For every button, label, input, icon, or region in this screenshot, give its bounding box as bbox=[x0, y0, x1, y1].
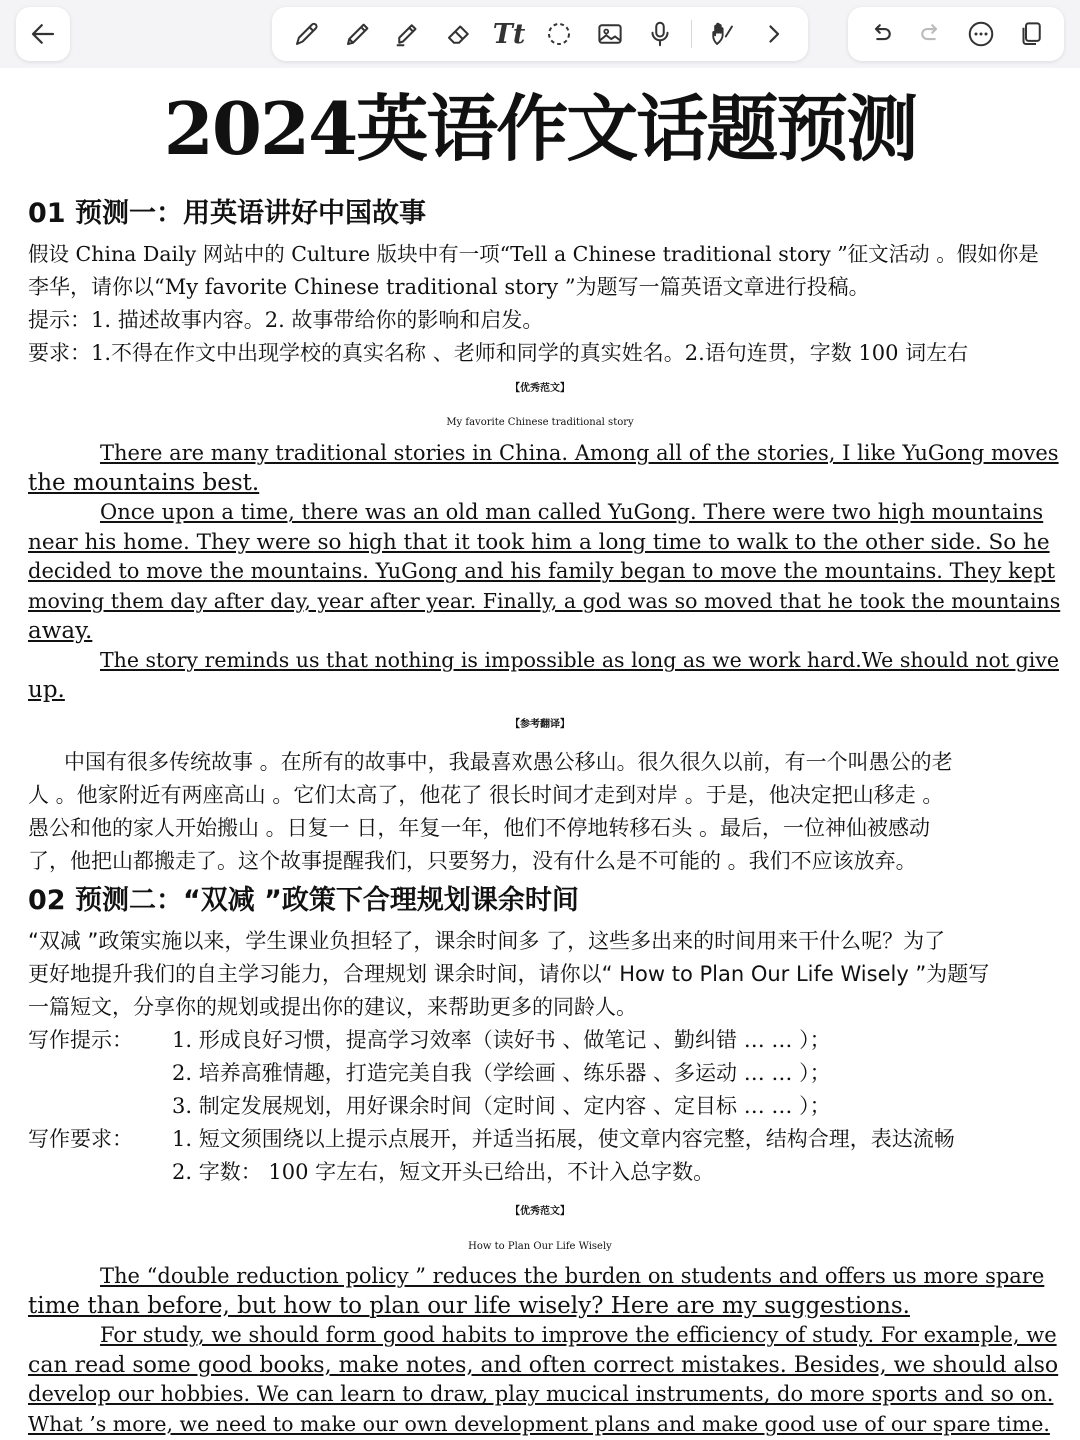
eraser-icon bbox=[444, 19, 474, 49]
s1-translation-line: 中国有很多传统故事 。在所有的故事中，我最喜欢愚公移山。很久很久以前，有一个叫愚公的老 bbox=[64, 750, 953, 774]
lasso-tool-button[interactable] bbox=[539, 14, 579, 54]
s2-essay-line: develop our hobbies. We can learn to draw, play mucical instruments, do more sports and so on. bbox=[28, 1382, 1054, 1407]
s1-prompt-line: 假设 China Daily 网站中的 Culture 版块中有一项“Tell a Chinese traditional story ”征文活动 。假如你是 bbox=[28, 242, 1039, 266]
s1-essay-line: up. bbox=[28, 676, 65, 703]
pen-tool-button[interactable] bbox=[287, 14, 327, 54]
s2-prompt-line: 一篇短文，分享你的规划或提出你的建议，来帮助更多的同龄人。 bbox=[28, 995, 637, 1019]
s2-essay-line: For study, we should form good habits to improve the efficiency of study. For example, we bbox=[100, 1323, 1057, 1348]
s2-tip-item: 3. 制定发展规划，用好课余时间（定时间 、定内容 、定目标 … … ）； bbox=[172, 1094, 831, 1118]
hand-tool-button[interactable] bbox=[702, 14, 742, 54]
section-2-heading: 02 预测二：“双减 ”政策下合理规划课余时间 bbox=[28, 885, 579, 916]
undo-icon bbox=[866, 19, 896, 49]
image-icon bbox=[595, 19, 625, 49]
s1-essay-line: The story reminds us that nothing is impossible as long as we work hard.We should not give bbox=[100, 648, 1059, 673]
highlighter-icon bbox=[393, 19, 423, 49]
page-title: 2024英语作文话题预测 bbox=[163, 86, 917, 171]
copy-pages-icon bbox=[1016, 19, 1046, 49]
s1-prompt-line: 李华，请你以“My favorite Chinese traditional story ”为题写一篇英语文章进行投稿。 bbox=[28, 275, 870, 299]
s2-requirement-item: 1. 短文须围绕以上提示点展开，并适当拓展，使文章内容完整，结构合理，表达流畅 bbox=[172, 1127, 955, 1151]
pen-icon bbox=[292, 19, 322, 49]
s1-essay-title: My favorite Chinese traditional story bbox=[446, 417, 634, 428]
more-options-button[interactable] bbox=[961, 14, 1001, 54]
text-tool-label: Tt bbox=[492, 18, 526, 50]
s2-essay-line: time than before, but how to plan our life wisely? Here are my suggestions. bbox=[28, 1292, 910, 1319]
s2-essay-line: What ’s more, we need to make our own development plans and make good use of our spare time. bbox=[28, 1412, 1050, 1436]
s1-prompt-line: 提示：1. 描述故事内容。2. 故事带给你的影响和启发。 bbox=[28, 308, 544, 332]
section-1-heading: 01 预测一：用英语讲好中国故事 bbox=[28, 198, 426, 229]
image-tool-button[interactable] bbox=[590, 14, 630, 54]
pencil-tool-button[interactable] bbox=[338, 14, 378, 54]
back-button[interactable] bbox=[16, 7, 70, 61]
s1-prompt-line: 要求：1.不得在作文中出现学校的真实名称 、老师和同学的真实姓名。2.语句连贯，字数 100 词左右 bbox=[28, 341, 969, 365]
chevron-right-icon bbox=[758, 19, 788, 49]
s2-tips-label: 写作提示： bbox=[28, 1028, 133, 1052]
s2-tip-item: 1. 形成良好习惯，提高学习效率（读好书 、做笔记 、勤纠错 … … ）； bbox=[172, 1028, 831, 1052]
lasso-icon bbox=[544, 19, 574, 49]
s2-requirements-label: 写作要求： bbox=[28, 1127, 133, 1151]
s2-prompt-line: 更好地提升我们的自主学习能力，合理规划 课余时间，请你以“ How to Plan Our Life Wisely ”为题写 bbox=[28, 962, 990, 986]
s2-prompt-line: “双减 ”政策实施以来，学生课业负担轻了，课余时间多 了，这些多出来的时间用来干什么呢？为了 bbox=[28, 929, 946, 953]
toolbar-divider bbox=[691, 20, 692, 48]
redo-button[interactable] bbox=[911, 14, 951, 54]
pages-button[interactable] bbox=[1011, 14, 1051, 54]
s1-essay-line: near his home. They were so high that it took him a long time to walk to the other side. So he bbox=[28, 529, 1050, 555]
s1-essay-line: Once upon a time, there was an old man called YuGong. There were two high mountains bbox=[100, 500, 1044, 525]
s1-essay-line: away. bbox=[28, 617, 93, 644]
eraser-tool-button[interactable] bbox=[439, 14, 479, 54]
s1-translation-heading: 【参考翻译】 bbox=[510, 719, 570, 730]
s2-tip-item: 2. 培养高雅情趣，打造完美自我（学绘画 、练乐器 、多运动 … … ）； bbox=[172, 1061, 831, 1085]
s1-translation-line: 了，他把山都搬走了。这个故事提醒我们，只要努力，没有什么是不可能的 。我们不应该放弃。 bbox=[28, 849, 917, 873]
text-tool-button[interactable] bbox=[489, 14, 529, 54]
hand-pen-icon bbox=[707, 19, 737, 49]
microphone-icon bbox=[645, 19, 675, 49]
s2-model-heading: 【优秀范文】 bbox=[510, 1206, 570, 1217]
ellipsis-circle-icon bbox=[966, 19, 996, 49]
s1-essay-line: decided to move the mountains. YuGong and his family began to move the mountains. They kept bbox=[28, 559, 1056, 584]
s2-requirement-item: 2. 字数： 100 字左右，短文开头已给出，不计入总字数。 bbox=[172, 1160, 715, 1184]
s1-translation-line: 人 。他家附近有两座高山 。它们太高了，他花了 很长时间才走到对岸 。于是，他决定把山移走 。 bbox=[28, 783, 944, 807]
action-palette bbox=[848, 7, 1064, 61]
s1-model-heading: 【优秀范文】 bbox=[510, 383, 570, 394]
s2-essay-line: can read some good books, make notes, and often correct mistakes. Besides, we should also bbox=[28, 1352, 1059, 1378]
s2-essay-line: The “double reduction policy ” reduces the burden on students and offers us more spare bbox=[100, 1264, 1045, 1288]
arrow-left-icon bbox=[23, 14, 63, 54]
toolbar bbox=[0, 0, 1080, 68]
microphone-tool-button[interactable] bbox=[640, 14, 680, 54]
s1-essay-line: the mountains best. bbox=[28, 469, 260, 496]
s1-essay-line: moving them day after day, year after year. Finally, a god was so moved that he took the mountains bbox=[28, 589, 1061, 613]
redo-icon bbox=[916, 19, 946, 49]
document-page[interactable] bbox=[0, 68, 1080, 1440]
s1-essay-line: There are many traditional stories in China. Among all of the stories, I like YuGong moves bbox=[100, 441, 1059, 465]
tool-palette bbox=[272, 7, 808, 61]
pencil-icon bbox=[343, 19, 373, 49]
undo-button[interactable] bbox=[861, 14, 901, 54]
highlighter-tool-button[interactable] bbox=[388, 14, 428, 54]
more-tools-button[interactable] bbox=[753, 14, 793, 54]
s2-essay-title: How to Plan Our Life Wisely bbox=[468, 1241, 612, 1252]
s1-translation-line: 愚公和他的家人开始搬山 。日复一 日，年复一年，他们不停地转移石头 。最后，一位神仙被感动 bbox=[28, 816, 931, 840]
